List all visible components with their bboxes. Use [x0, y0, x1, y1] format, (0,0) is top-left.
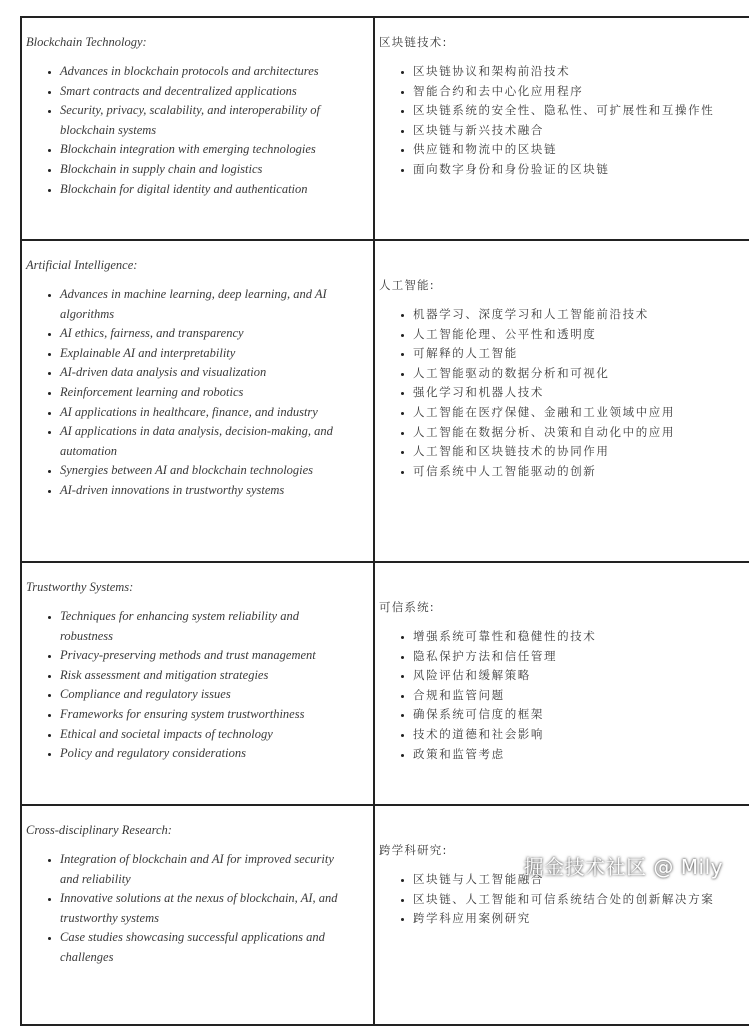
- table-row: [21, 17, 749, 240]
- section-title: Blockchain Technology:: [26, 35, 147, 49]
- list-item: • 机器学习、深度学习和人工智能前沿技术: [413, 305, 749, 325]
- list-item: • 人工智能驱动的数据分析和可视化: [413, 364, 749, 384]
- section-title: Trustworthy Systems:: [26, 580, 134, 594]
- list-item: • 政策和监管考虑: [413, 745, 749, 765]
- list-item: • 强化学习和机器人技术: [413, 383, 749, 403]
- list-item: • 区块链、人工智能和可信系统结合处的创新解决方案: [413, 890, 749, 910]
- list-item: • 智能合约和去中心化应用程序: [413, 82, 749, 102]
- list-item: • 跨学科应用案例研究: [413, 909, 749, 929]
- list-item: • Policy and regulatory considerations: [60, 744, 363, 764]
- cross-zh-cell: [374, 805, 749, 1025]
- list-item: • 技术的道德和社会影响: [413, 725, 749, 745]
- list-item: • AI ethics, fairness, and transparency: [60, 324, 363, 344]
- list-item: • Techniques for enhancing system reliability and robustness: [60, 607, 363, 646]
- list-item: • Advances in blockchain protocols and architectures: [60, 62, 363, 82]
- list-item: • 合规和监管问题: [413, 686, 749, 706]
- list-item: • Integration of blockchain and AI for improved security and reliability: [60, 850, 363, 889]
- list-item: • Innovative solutions at the nexus of blockchain, AI, and trustworthy systems: [60, 889, 363, 928]
- list-item: • Blockchain integration with emerging technologies: [60, 140, 363, 160]
- list-item: • Explainable AI and interpretability: [60, 344, 363, 364]
- list-item: • Frameworks for ensuring system trustworthiness: [60, 705, 363, 725]
- list-item: • AI-driven data analysis and visualization: [60, 363, 363, 383]
- section-title: 区块链技术:: [379, 35, 448, 49]
- list-item: • 人工智能和区块链技术的协同作用: [413, 442, 749, 462]
- list-item: • 人工智能在医疗保健、金融和工业领域中应用: [413, 403, 749, 423]
- ai-zh-cell: [374, 240, 749, 562]
- trust-en-cell: [21, 562, 374, 805]
- cross-en-cell: [21, 805, 374, 1025]
- topic-list: [379, 627, 749, 764]
- table-row: [21, 240, 749, 562]
- list-item: • 确保系统可信度的框架: [413, 705, 749, 725]
- list-item: • Compliance and regulatory issues: [60, 685, 363, 705]
- list-item: • 可解释的人工智能: [413, 344, 749, 364]
- section-title: 跨学科研究:: [379, 843, 448, 857]
- blockchain-en-cell: [21, 17, 374, 240]
- list-item: • 人工智能伦理、公平性和透明度: [413, 325, 749, 345]
- list-item: • Privacy-preserving methods and trust management: [60, 646, 363, 666]
- list-item: • 区块链系统的安全性、隐私性、可扩展性和互操作性: [413, 101, 749, 121]
- blockchain-zh-cell: [374, 17, 749, 240]
- list-item: • Blockchain for digital identity and authentication: [60, 180, 363, 200]
- ai-en-cell: [21, 240, 374, 562]
- list-item: • 区块链与人工智能融合: [413, 870, 749, 890]
- list-item: • Case studies showcasing successful applications and challenges: [60, 928, 363, 967]
- topic-list: [26, 285, 363, 501]
- section-title: Artificial Intelligence:: [26, 258, 138, 272]
- list-item: • AI-driven innovations in trustworthy systems: [60, 481, 363, 501]
- list-item: • 区块链协议和架构前沿技术: [413, 62, 749, 82]
- topic-list: [379, 62, 749, 180]
- list-item: • Risk assessment and mitigation strategies: [60, 666, 363, 686]
- list-item: • 风险评估和缓解策略: [413, 666, 749, 686]
- section-title: Cross-disciplinary Research:: [26, 823, 172, 837]
- table-row: [21, 562, 749, 805]
- list-item: • 供应链和物流中的区块链: [413, 140, 749, 160]
- section-title: 人工智能:: [379, 278, 435, 292]
- list-item: • Reinforcement learning and robotics: [60, 383, 363, 403]
- list-item: • 人工智能在数据分析、决策和自动化中的应用: [413, 423, 749, 443]
- watermark: 掘金技术社区 @ Mily: [523, 855, 723, 879]
- topic-list: [26, 62, 363, 199]
- list-item: • 面向数字身份和身份验证的区块链: [413, 160, 749, 180]
- list-item: • 区块链与新兴技术融合: [413, 121, 749, 141]
- section-title: 可信系统:: [379, 600, 435, 614]
- list-item: • Ethical and societal impacts of technology: [60, 725, 363, 745]
- list-item: • Blockchain in supply chain and logistics: [60, 160, 363, 180]
- topic-list: [379, 305, 749, 481]
- list-item: • Synergies between AI and blockchain technologies: [60, 461, 363, 481]
- list-item: • AI applications in healthcare, finance, and industry: [60, 403, 363, 423]
- topic-list: [26, 607, 363, 764]
- list-item: • 隐私保护方法和信任管理: [413, 647, 749, 667]
- list-item: • 可信系统中人工智能驱动的创新: [413, 462, 749, 482]
- list-item: • Security, privacy, scalability, and interoperability of blockchain systems: [60, 101, 363, 140]
- table-row: [21, 805, 749, 1025]
- list-item: • Smart contracts and decentralized applications: [60, 82, 363, 102]
- list-item: • AI applications in data analysis, decision-making, and automation: [60, 422, 363, 461]
- list-item: • Advances in machine learning, deep learning, and AI algorithms: [60, 285, 363, 324]
- topic-list: [26, 850, 363, 968]
- trust-zh-cell: [374, 562, 749, 805]
- list-item: • 增强系统可靠性和稳健性的技术: [413, 627, 749, 647]
